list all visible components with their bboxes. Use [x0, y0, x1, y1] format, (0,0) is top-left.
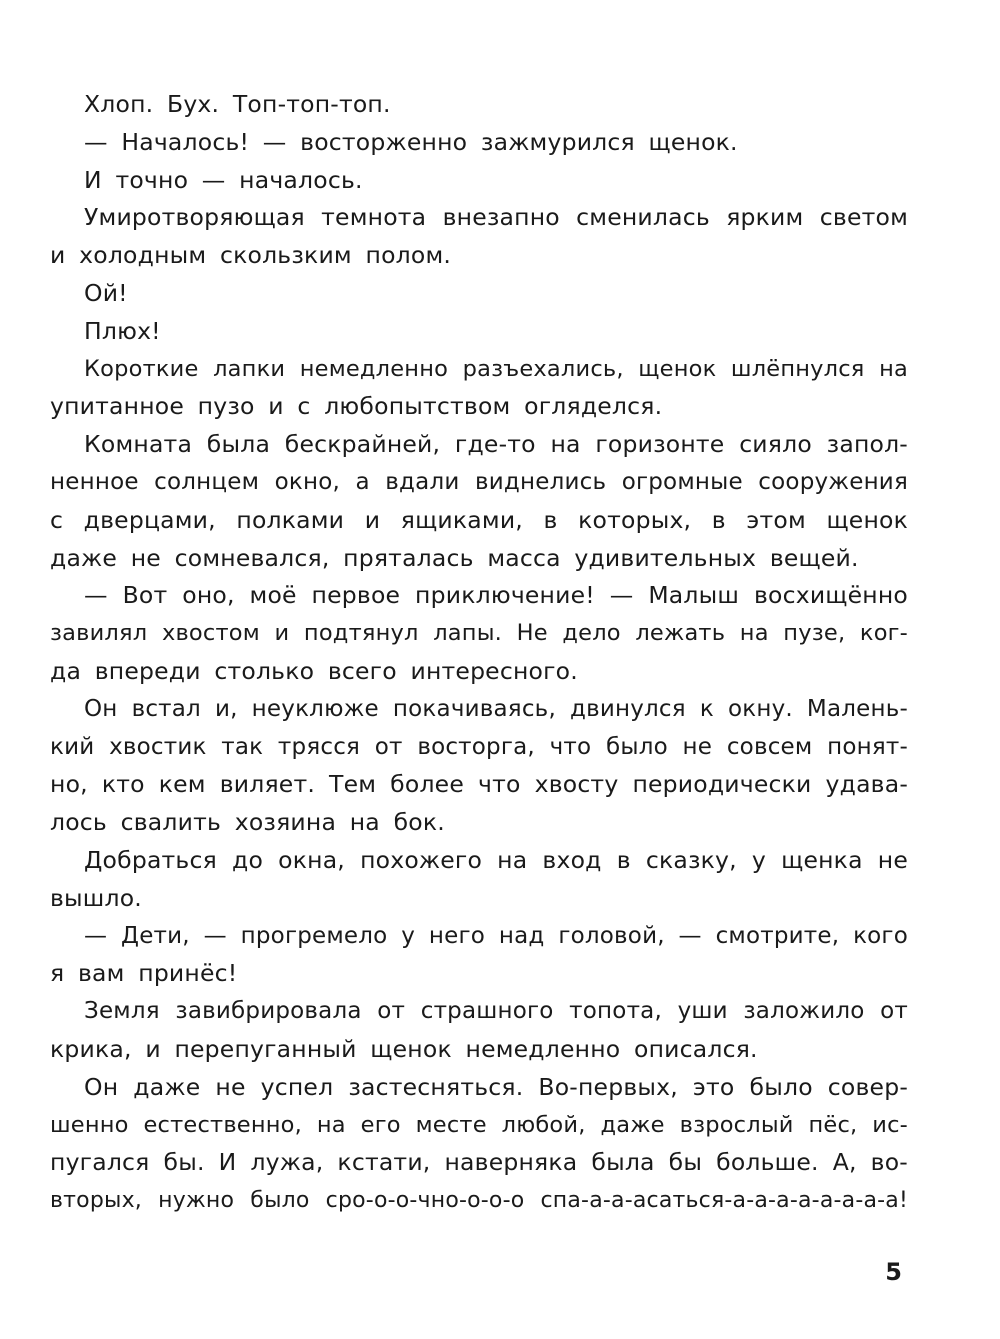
text-line: Ой! — [84, 278, 128, 307]
text-line: Короткие лапки немедленно разъехались, щенок шлёпнулся на — [84, 355, 908, 382]
text-line: Он встал и, неуклюже покачиваясь, двинулся к окну. Малень- — [84, 695, 908, 722]
text-line: — Дети, — прогремело у него над головой, — смотрите, кого — [84, 922, 908, 949]
text-line: вышло. — [50, 883, 142, 912]
text-line: и холодным скользким полом. — [50, 241, 452, 270]
text-line: крика, и перепуганный щенок немедленно описался. — [50, 1034, 758, 1063]
text-line: лось свалить хозяина на бок. — [50, 808, 445, 837]
text-line: даже не сомневался, пряталась масса удивительных вещей. — [50, 543, 859, 572]
text-line: — Началось! — восторженно зажмурился щенок. — [84, 127, 738, 156]
text-line: Комната была бескрайней, где-то на горизонте сияло запол- — [84, 430, 908, 459]
text-line: — Вот оно, моё первое приключение! — Малыш восхищённо — [84, 581, 908, 610]
text-line: Плюх! — [84, 316, 161, 345]
text-line: Он даже не успел застесняться. Во-первых, это было совер- — [84, 1072, 908, 1101]
text-line: Умиротворяющая темнота внезапно сменилась ярким светом — [84, 203, 908, 232]
text-line: ненное солнцем окно, а вдали виднелись огромные сооружения — [50, 468, 908, 495]
text-line: шенно естественно, на его месте любой, даже взрослый пёс, ис- — [50, 1111, 908, 1138]
text-line: Добраться до окна, похожего на вход в сказку, у щенка не — [84, 845, 908, 874]
text-line: с дверцами, полками и ящиками, в которых, в этом щенок — [50, 505, 908, 534]
text-line: кий хвостик так трясся от восторга, что было не совсем понят- — [50, 733, 908, 760]
text-line: Земля завибрировала от страшного топота, уши заложило от — [84, 998, 908, 1025]
text-line: И точно — началось. — [84, 165, 363, 194]
text-line: вторых, нужно было сро-о-о-чно-о-о-о спа-а-а-асаться-а-а-а-а-а-а-а-а! — [50, 1188, 908, 1214]
story-text — [50, 86, 908, 1220]
text-line: Хлоп. Бух. Топ-топ-топ. — [84, 90, 391, 118]
text-line: я вам принёс! — [50, 959, 238, 988]
text-line: пугался бы. И лужа, кстати, наверняка была бы больше. А, во- — [50, 1148, 908, 1177]
text-line: упитанное пузо и с любопытством огляделся. — [50, 392, 663, 421]
text-line: да впереди столько всего интересного. — [50, 656, 578, 685]
page-number: 5 — [885, 1258, 902, 1286]
text-line: но, кто кем виляет. Тем более что хвосту периодически удава- — [50, 770, 908, 799]
text-line: завилял хвостом и подтянул лапы. Не дело лежать на пузе, ког- — [50, 620, 908, 647]
